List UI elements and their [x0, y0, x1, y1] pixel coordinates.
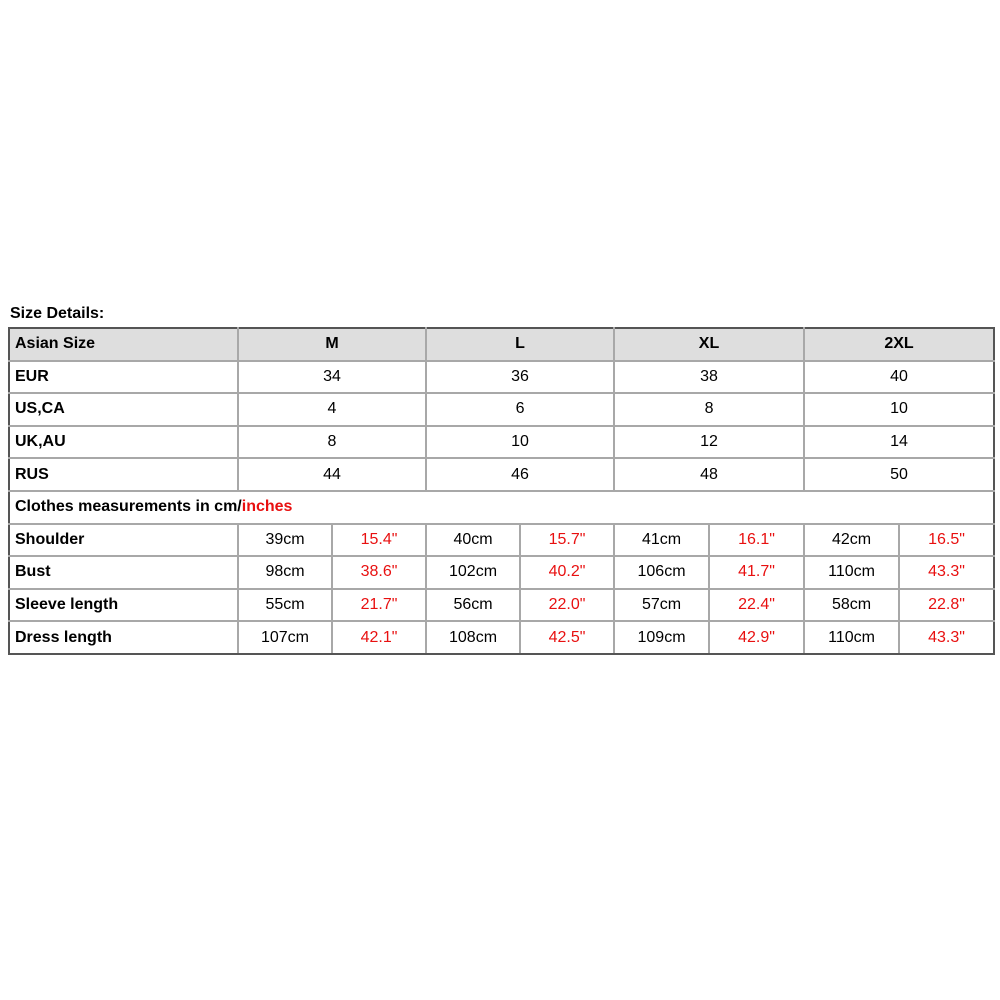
inch-cell: 22.8" — [899, 589, 994, 622]
cm-cell: 109cm — [614, 621, 709, 654]
row-label: EUR — [9, 361, 238, 394]
cm-cell: 56cm — [426, 589, 520, 622]
table-cell: 10 — [804, 393, 994, 426]
measurement-row-shoulder — [9, 524, 994, 557]
cm-cell: 102cm — [426, 556, 520, 589]
cm-cell: 108cm — [426, 621, 520, 654]
conversion-row-rus — [9, 458, 994, 491]
row-label: Dress length — [9, 621, 238, 654]
table-cell: 4 — [238, 393, 426, 426]
size-header-xl: XL — [614, 328, 804, 361]
size-table — [8, 327, 995, 655]
table-cell: 38 — [614, 361, 804, 394]
cm-cell: 42cm — [804, 524, 899, 557]
table-cell: 48 — [614, 458, 804, 491]
inch-cell: 41.7" — [709, 556, 804, 589]
table-cell: 6 — [426, 393, 614, 426]
inch-cell: 16.1" — [709, 524, 804, 557]
cm-cell: 110cm — [804, 556, 899, 589]
measurements-heading-prefix: Clothes measurements in cm/ — [15, 498, 242, 516]
inch-cell: 42.5" — [520, 621, 614, 654]
table-cell: 14 — [804, 426, 994, 459]
inch-cell: 16.5" — [899, 524, 994, 557]
cm-cell: 107cm — [238, 621, 332, 654]
table-cell: 46 — [426, 458, 614, 491]
cm-cell: 40cm — [426, 524, 520, 557]
table-cell: 8 — [238, 426, 426, 459]
cm-cell: 39cm — [238, 524, 332, 557]
row-label: Bust — [9, 556, 238, 589]
size-header-m: M — [238, 328, 426, 361]
table-cell: 44 — [238, 458, 426, 491]
table-cell: 36 — [426, 361, 614, 394]
page-title: Size Details: — [10, 305, 105, 322]
row-label: UK,AU — [9, 426, 238, 459]
cm-cell: 55cm — [238, 589, 332, 622]
conversion-row-us-ca — [9, 393, 994, 426]
table-cell: 12 — [614, 426, 804, 459]
table-cell: 40 — [804, 361, 994, 394]
inch-cell: 38.6" — [332, 556, 426, 589]
inch-cell: 43.3" — [899, 621, 994, 654]
cm-cell: 98cm — [238, 556, 332, 589]
cm-cell: 106cm — [614, 556, 709, 589]
measurement-row-bust — [9, 556, 994, 589]
inch-cell: 21.7" — [332, 589, 426, 622]
table-cell: 34 — [238, 361, 426, 394]
inch-cell: 22.0" — [520, 589, 614, 622]
inch-cell: 43.3" — [899, 556, 994, 589]
header-row — [9, 328, 994, 361]
cm-cell: 41cm — [614, 524, 709, 557]
size-header-l: L — [426, 328, 614, 361]
inch-cell: 42.9" — [709, 621, 804, 654]
inch-cell: 15.7" — [520, 524, 614, 557]
measurement-row-dress-length — [9, 621, 994, 654]
cm-cell: 110cm — [804, 621, 899, 654]
measurement-row-sleeve-length — [9, 589, 994, 622]
inch-cell: 40.2" — [520, 556, 614, 589]
inch-cell: 42.1" — [332, 621, 426, 654]
row-label: Shoulder — [9, 524, 238, 557]
table-cell: 8 — [614, 393, 804, 426]
measurements-heading-row — [9, 491, 994, 524]
table-cell: 50 — [804, 458, 994, 491]
header-label: Asian Size — [9, 328, 238, 361]
cm-cell: 57cm — [614, 589, 709, 622]
conversion-row-uk-au — [9, 426, 994, 459]
measurements-heading-highlight: inches — [241, 498, 293, 516]
table-cell: 10 — [426, 426, 614, 459]
cm-cell: 58cm — [804, 589, 899, 622]
inch-cell: 15.4" — [332, 524, 426, 557]
inch-cell: 22.4" — [709, 589, 804, 622]
row-label: US,CA — [9, 393, 238, 426]
conversion-row-eur — [9, 361, 994, 394]
size-header-2xl: 2XL — [804, 328, 994, 361]
row-label: RUS — [9, 458, 238, 491]
measurements-heading — [9, 491, 994, 524]
row-label: Sleeve length — [9, 589, 238, 622]
